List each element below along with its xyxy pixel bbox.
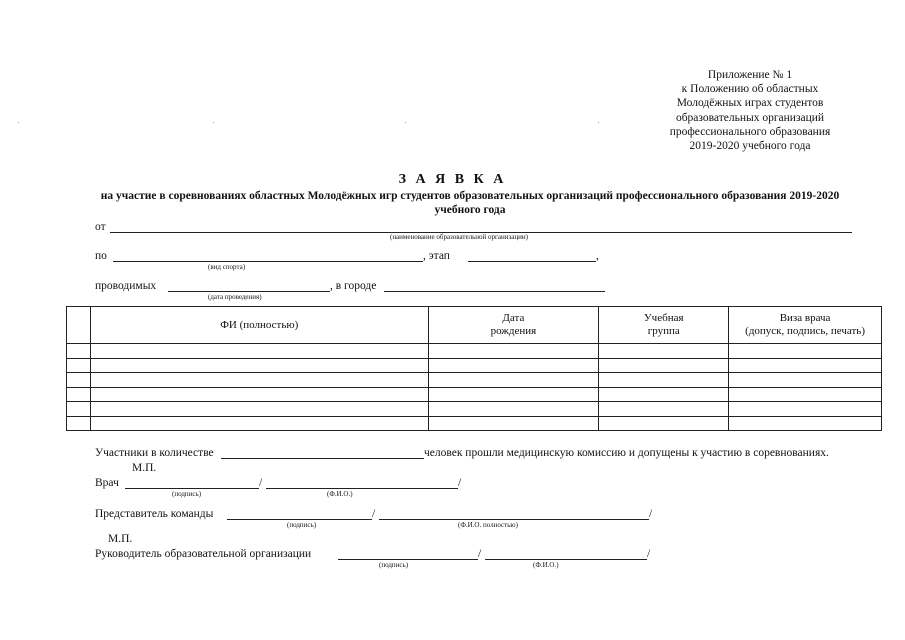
stage-field-line[interactable] <box>468 261 596 262</box>
scan-speck <box>213 122 214 123</box>
appendix-block <box>640 68 860 153</box>
appendix-line: профессионального образования <box>669 125 831 138</box>
table-cell[interactable] <box>67 373 91 388</box>
table-cell[interactable] <box>67 387 91 402</box>
table-header-index <box>67 307 91 344</box>
table-cell[interactable] <box>428 416 599 431</box>
table-cell[interactable] <box>67 416 91 431</box>
table-cell[interactable] <box>67 402 91 417</box>
table-row <box>67 402 882 417</box>
appendix-line: Приложение № 1 <box>707 69 793 81</box>
stamp-mark-2: М.П. <box>108 533 133 545</box>
table-row <box>67 344 882 359</box>
rep-fio-hint: (Ф.И.О. полностью) <box>458 521 518 529</box>
table-cell[interactable] <box>428 373 599 388</box>
table-cell[interactable] <box>428 344 599 359</box>
appendix-line: Молодёжных играх студентов <box>676 97 824 110</box>
appendix-line: образовательных организаций <box>675 111 825 124</box>
table-header-doctor-visa: Виза врача (допуск, подпись, печать) <box>729 307 882 344</box>
held-label: проводимых <box>95 280 157 292</box>
document-subtitle: на участие в соревнованиях областных Молодёжных игр студентов образовательных организаций профессионального образования 2019-2020 учебного года <box>100 190 840 216</box>
city-label: , в городе <box>330 280 377 292</box>
rep-fio-line[interactable] <box>379 519 649 520</box>
table-cell[interactable] <box>729 373 882 388</box>
sport-label: по <box>95 250 107 262</box>
table-cell[interactable] <box>729 344 882 359</box>
doctor-label: Врач <box>95 477 119 489</box>
participants-count-line[interactable] <box>221 458 424 459</box>
from-label: от <box>95 221 106 233</box>
table-cell[interactable] <box>90 373 428 388</box>
held-date-line[interactable] <box>168 291 330 292</box>
table-cell[interactable] <box>729 416 882 431</box>
head-fio-line[interactable] <box>485 559 647 560</box>
table-cell[interactable] <box>599 416 729 431</box>
doctor-sign-hint: (подпись) <box>172 490 202 498</box>
table-cell[interactable] <box>729 387 882 402</box>
rep-sign-hint: (подпись) <box>287 521 317 529</box>
from-hint: (наименование образовательной организации) <box>390 233 528 241</box>
table-cell[interactable] <box>428 358 599 373</box>
scan-speck <box>405 122 406 123</box>
table-row <box>67 387 882 402</box>
stage-label: , этап <box>423 250 450 262</box>
table-row <box>67 373 882 388</box>
sport-field-line[interactable] <box>113 261 423 262</box>
table-cell[interactable] <box>599 402 729 417</box>
rep-label: Представитель команды <box>95 508 214 520</box>
table-cell[interactable] <box>599 344 729 359</box>
sport-hint: (вид спорта) <box>208 263 246 271</box>
appendix-line: 2019-2020 учебного года <box>689 140 811 153</box>
document-title: З А Я В К А <box>398 172 507 187</box>
head-fio-hint: (Ф.И.О.) <box>533 561 559 569</box>
table-header-row <box>67 307 882 344</box>
head-label: Руководитель образовательной организации <box>95 548 312 560</box>
table-cell[interactable] <box>729 402 882 417</box>
participants-label: Участники в количестве <box>95 447 214 459</box>
table-cell[interactable] <box>67 358 91 373</box>
table-cell[interactable] <box>90 387 428 402</box>
table-cell[interactable] <box>599 373 729 388</box>
table-cell[interactable] <box>599 358 729 373</box>
table-cell[interactable] <box>599 387 729 402</box>
table-cell[interactable] <box>90 402 428 417</box>
table-cell[interactable] <box>428 387 599 402</box>
table-cell[interactable] <box>729 358 882 373</box>
doctor-slash: / <box>259 477 263 489</box>
table-row <box>67 358 882 373</box>
table-header-group: Учебная группа <box>599 307 729 344</box>
table-cell[interactable] <box>90 358 428 373</box>
held-hint: (дата проведения) <box>208 293 262 301</box>
rep-slash-end: / <box>649 508 653 520</box>
head-sign-line[interactable] <box>338 559 478 560</box>
doctor-slash-end: / <box>458 477 462 489</box>
table-row <box>67 416 882 431</box>
rep-slash: / <box>372 508 376 520</box>
scan-speck <box>18 122 19 123</box>
stamp-mark-1: М.П. <box>132 462 157 474</box>
doctor-sign-line[interactable] <box>125 488 259 489</box>
appendix-line: к Положению об областных <box>681 83 819 96</box>
participants-table <box>66 306 882 431</box>
rep-sign-line[interactable] <box>227 519 372 520</box>
participants-text: человек прошли медицинскую комиссию и допущены к участию в соревнованиях. <box>424 447 829 459</box>
table-cell[interactable] <box>90 344 428 359</box>
table-cell[interactable] <box>428 402 599 417</box>
table-cell[interactable] <box>67 344 91 359</box>
head-slash: / <box>478 548 482 560</box>
city-field-line[interactable] <box>384 291 605 292</box>
table-header-name: ФИ (полностью) <box>90 307 428 344</box>
scan-speck <box>598 122 599 123</box>
stage-end-comma: , <box>596 250 599 262</box>
doctor-fio-line[interactable] <box>266 488 458 489</box>
head-sign-hint: (подпись) <box>379 561 409 569</box>
head-slash-end: / <box>647 548 651 560</box>
doctor-fio-hint: (Ф.И.О.) <box>327 490 353 498</box>
table-cell[interactable] <box>90 416 428 431</box>
table-header-birthdate: Дата рождения <box>428 307 599 344</box>
